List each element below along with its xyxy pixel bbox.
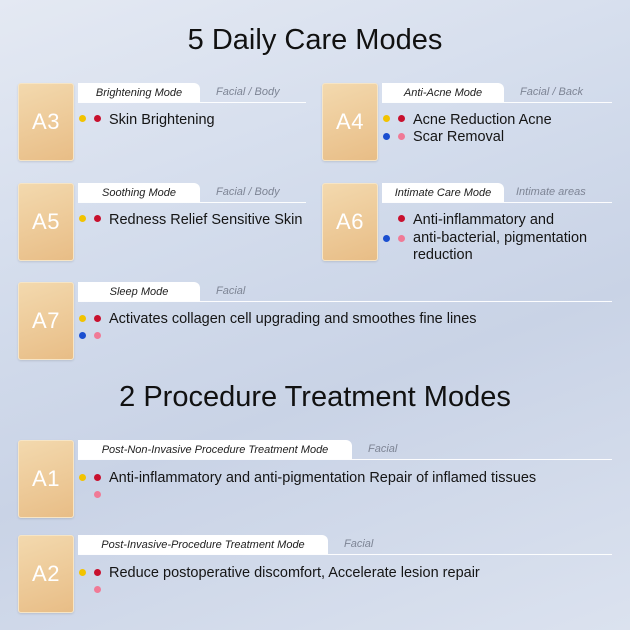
red-dot-icon	[398, 115, 405, 122]
mode-description: Activates collagen cell upgrading and smoothes fine lines	[109, 311, 477, 327]
divider	[78, 102, 306, 103]
indicator-dots	[79, 215, 101, 222]
pink-dot-icon	[94, 332, 101, 339]
yellow-dot-icon	[79, 569, 86, 576]
indicator-dots	[94, 491, 101, 498]
divider	[78, 301, 612, 302]
indicator-dots	[383, 235, 405, 242]
mode-description: Anti-inflammatory and	[413, 212, 555, 228]
mode-description: reduction	[413, 247, 473, 263]
mode-description: Skin Brightening	[109, 112, 215, 128]
indicator-dots	[79, 569, 101, 576]
divider	[78, 202, 306, 203]
mode-description: Redness Relief Sensitive Skin	[109, 212, 303, 228]
indicator-dots	[383, 133, 405, 140]
mode-name-tab: Post-Non-Invasive Procedure Treatment Mode	[78, 440, 352, 459]
mode-name-tab: Intimate Care Mode	[382, 183, 504, 202]
indicator-dots	[398, 215, 405, 222]
yellow-dot-icon	[79, 474, 86, 481]
mode-name-tab: Anti-Acne Mode	[382, 83, 504, 102]
red-dot-icon	[94, 115, 101, 122]
blue-dot-icon	[383, 235, 390, 242]
indicator-dots	[79, 332, 101, 339]
mode-area: Facial / Body	[216, 186, 280, 198]
divider	[382, 102, 612, 103]
yellow-dot-icon	[79, 115, 86, 122]
mode-description: Scar Removal	[413, 129, 505, 145]
mode-badge: A3	[18, 83, 74, 161]
yellow-dot-icon	[383, 115, 390, 122]
divider	[78, 459, 612, 460]
mode-badge: A4	[322, 83, 378, 161]
pink-dot-icon	[398, 235, 405, 242]
red-dot-icon	[94, 315, 101, 322]
mode-area: Facial / Back	[520, 86, 583, 98]
indicator-dots	[79, 315, 101, 322]
red-dot-icon	[94, 569, 101, 576]
mode-area: Facial / Body	[216, 86, 280, 98]
blue-dot-icon	[79, 332, 86, 339]
yellow-dot-icon	[79, 215, 86, 222]
mode-badge: A7	[18, 282, 74, 360]
mode-description: Anti-inflammatory and anti-pigmentation Repair of inflamed tissues	[109, 470, 537, 486]
mode-name-tab: Post-Invasive-Procedure Treatment Mode	[78, 535, 328, 554]
red-dot-icon	[94, 474, 101, 481]
indicator-dots	[383, 115, 405, 122]
pink-dot-icon	[94, 586, 101, 593]
red-dot-icon	[94, 215, 101, 222]
mode-badge: A1	[18, 440, 74, 518]
red-dot-icon	[398, 215, 405, 222]
mode-badge: A5	[18, 183, 74, 261]
mode-area: Facial	[368, 443, 398, 455]
mode-name-tab: Soothing Mode	[78, 183, 200, 202]
divider	[382, 202, 612, 203]
mode-badge: A2	[18, 535, 74, 613]
mode-description: anti-bacterial, pigmentation	[413, 229, 588, 246]
pink-dot-icon	[398, 133, 405, 140]
mode-area: Facial	[216, 285, 246, 297]
indicator-dots	[94, 586, 101, 593]
daily-modes-heading: 5 Daily Care Modes	[187, 24, 443, 56]
blue-dot-icon	[383, 133, 390, 140]
mode-description: Acne Reduction Acne	[413, 112, 552, 128]
mode-description: Reduce postoperative discomfort, Accelerate lesion repair	[109, 565, 480, 581]
indicator-dots	[79, 474, 101, 481]
divider	[78, 554, 612, 555]
mode-name-tab: Brightening Mode	[78, 83, 200, 102]
mode-area: Intimate areas	[516, 186, 586, 198]
indicator-dots	[79, 115, 101, 122]
mode-badge: A6	[322, 183, 378, 261]
mode-area: Facial	[344, 538, 374, 550]
mode-name-tab: Sleep Mode	[78, 282, 200, 301]
pink-dot-icon	[94, 491, 101, 498]
yellow-dot-icon	[79, 315, 86, 322]
procedure-modes-heading: 2 Procedure Treatment Modes	[119, 381, 511, 413]
